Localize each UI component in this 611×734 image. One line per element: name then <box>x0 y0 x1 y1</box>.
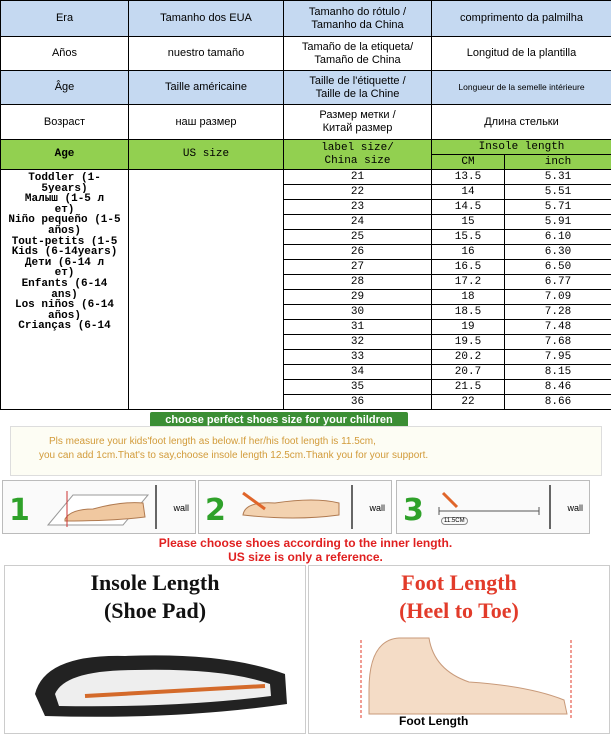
inch-size-cell: 7.28 <box>505 305 611 320</box>
age-line: Tout-petits (1-5 <box>1 236 128 247</box>
inch-size-cell: 6.50 <box>505 260 611 275</box>
label-size-cell: 34 <box>284 365 432 380</box>
inch-size-cell: 7.95 <box>505 350 611 365</box>
cm-size-cell: 15.5 <box>432 230 505 245</box>
age-line: ans) <box>1 289 128 300</box>
cm-size-cell: 14 <box>432 185 505 200</box>
label-size-cell: 22 <box>284 185 432 200</box>
header-cell: Era <box>1 1 129 37</box>
foot-length-label: Foot Length <box>399 714 468 728</box>
language-header-table <box>0 0 611 140</box>
shoe-pad-icon <box>25 634 295 724</box>
label-size-cell: 23 <box>284 200 432 215</box>
insole-title: Insole Length <box>5 570 305 596</box>
age-line: Дети (6-14 л <box>1 257 128 268</box>
choose-size-banner: choose perfect shoes size for your children <box>150 412 408 429</box>
size-chart-table <box>0 139 611 410</box>
insole-length-panel <box>4 565 306 734</box>
inch-size-cell: 8.46 <box>505 380 611 395</box>
age-line: Niño pequeño (1-5 <box>1 214 128 225</box>
warning-line: US size is only a reference. <box>0 550 611 564</box>
warning-line: Please choose shoes according to the inner length. <box>0 536 611 550</box>
foot-title: Foot Length <box>309 570 609 596</box>
inch-size-cell: 5.31 <box>505 170 611 185</box>
us-size-cell <box>129 170 284 410</box>
cm-size-cell: 21.5 <box>432 380 505 395</box>
size-row <box>1 170 611 185</box>
us-size-column-header: US size <box>129 140 284 170</box>
inch-size-cell: 7.68 <box>505 335 611 350</box>
inch-size-cell: 5.71 <box>505 200 611 215</box>
cm-size-cell: 13.5 <box>432 170 505 185</box>
inch-size-cell: 5.51 <box>505 185 611 200</box>
header-cell: Años <box>1 37 129 71</box>
inch-size-cell: 5.91 <box>505 215 611 230</box>
header-cell: Возраст <box>1 105 129 140</box>
label-size-cell: 36 <box>284 395 432 410</box>
insole-subtitle: (Shoe Pad) <box>5 598 305 624</box>
header-cell: Taille de l'étiquette / Taille de la Chine <box>284 71 432 105</box>
foot-length-panel <box>308 565 610 734</box>
label-size-cell: 27 <box>284 260 432 275</box>
foot-on-paper-icon <box>43 487 153 529</box>
inch-column-header: inch <box>505 155 611 170</box>
age-column-header: Age <box>1 140 129 170</box>
measure-step-1 <box>2 480 196 534</box>
ruler-label: 11.5CM <box>441 517 468 525</box>
header-cell: наш размер <box>129 105 284 140</box>
cm-size-cell: 14.5 <box>432 200 505 215</box>
header-cell: Tamanho do rótulo / Tamanho da China <box>284 1 432 37</box>
header-cell: Размер метки / Китай размер <box>284 105 432 140</box>
size-header-row <box>1 140 611 155</box>
cm-size-cell: 19 <box>432 320 505 335</box>
foot-silhouette-icon <box>339 630 579 718</box>
age-line: ет) <box>1 204 128 215</box>
wall-label: wall <box>567 503 583 513</box>
label-size-cell: 33 <box>284 350 432 365</box>
age-description-cell <box>1 170 129 410</box>
cm-size-cell: 22 <box>432 395 505 410</box>
label-size-cell: 28 <box>284 275 432 290</box>
cm-size-cell: 18 <box>432 290 505 305</box>
label-size-cell: 35 <box>284 380 432 395</box>
cm-size-cell: 15 <box>432 215 505 230</box>
foot-outline-icon <box>235 489 345 527</box>
measure-step-2 <box>198 480 392 534</box>
cm-size-cell: 18.5 <box>432 305 505 320</box>
header-cell: nuestro tamaño <box>129 37 284 71</box>
inch-size-cell: 7.09 <box>505 290 611 305</box>
header-row-pt <box>1 1 611 37</box>
cm-size-cell: 16 <box>432 245 505 260</box>
label-size-cell: 29 <box>284 290 432 305</box>
step-number: 3 <box>403 493 424 528</box>
wall-label: wall <box>369 503 385 513</box>
header-cell: Longueur de la semelle intérieure <box>432 71 611 105</box>
label-size-cell: 32 <box>284 335 432 350</box>
header-cell: Длина стельки <box>432 105 611 140</box>
label-size-cell: 26 <box>284 245 432 260</box>
age-line: Los niños (6-14 <box>1 299 128 310</box>
measure-step-3 <box>396 480 590 534</box>
cm-size-cell: 20.7 <box>432 365 505 380</box>
header-row-ru <box>1 105 611 140</box>
wall-label: wall <box>173 503 189 513</box>
cm-column-header: CM <box>432 155 505 170</box>
step-number: 2 <box>205 493 226 528</box>
label-size-cell: 21 <box>284 170 432 185</box>
header-cell: Longitud de la plantilla <box>432 37 611 71</box>
cm-size-cell: 17.2 <box>432 275 505 290</box>
header-cell: comprimento da palmilha <box>432 1 611 37</box>
inch-size-cell: 8.15 <box>505 365 611 380</box>
age-line: años) <box>1 310 128 321</box>
insole-length-column-header: Insole length <box>432 140 611 155</box>
inch-size-cell: 8.66 <box>505 395 611 410</box>
label-size-cell: 25 <box>284 230 432 245</box>
measure-note-box <box>10 426 602 476</box>
foot-subtitle: (Heel to Toe) <box>309 598 609 624</box>
measure-note-line: you can add 1cm.That's to say,choose insole length 12.5cm.Thank you for your support. <box>39 450 428 461</box>
header-row-fr <box>1 71 611 105</box>
age-line: Enfants (6-14 <box>1 278 128 289</box>
label-size-column-header: label size/ China size <box>284 140 432 170</box>
header-cell: Tamanho dos EUA <box>129 1 284 37</box>
age-line: Kids (6-14years) <box>1 246 128 257</box>
age-line: ет) <box>1 267 128 278</box>
cm-size-cell: 19.5 <box>432 335 505 350</box>
cm-size-cell: 16.5 <box>432 260 505 275</box>
inch-size-cell: 7.48 <box>505 320 611 335</box>
age-line: años) <box>1 225 128 236</box>
step-number: 1 <box>9 493 30 528</box>
age-line: Toddler (1- <box>1 172 128 183</box>
label-size-cell: 30 <box>284 305 432 320</box>
age-line: Crianças (6-14 <box>1 320 128 331</box>
header-cell: Âge <box>1 71 129 105</box>
inch-size-cell: 6.10 <box>505 230 611 245</box>
measure-note-line: Pls measure your kids'foot length as below.If her/his foot length is 11.5cm, <box>49 436 376 447</box>
header-cell: Tamaño de la etiqueta/ Tamaño de China <box>284 37 432 71</box>
age-line: Малыш (1-5 л <box>1 193 128 204</box>
label-size-cell: 24 <box>284 215 432 230</box>
inch-size-cell: 6.30 <box>505 245 611 260</box>
header-row-es <box>1 37 611 71</box>
label-size-cell: 31 <box>284 320 432 335</box>
cm-size-cell: 20.2 <box>432 350 505 365</box>
inch-size-cell: 6.77 <box>505 275 611 290</box>
header-cell: Taille américaine <box>129 71 284 105</box>
age-line: 5years) <box>1 183 128 194</box>
